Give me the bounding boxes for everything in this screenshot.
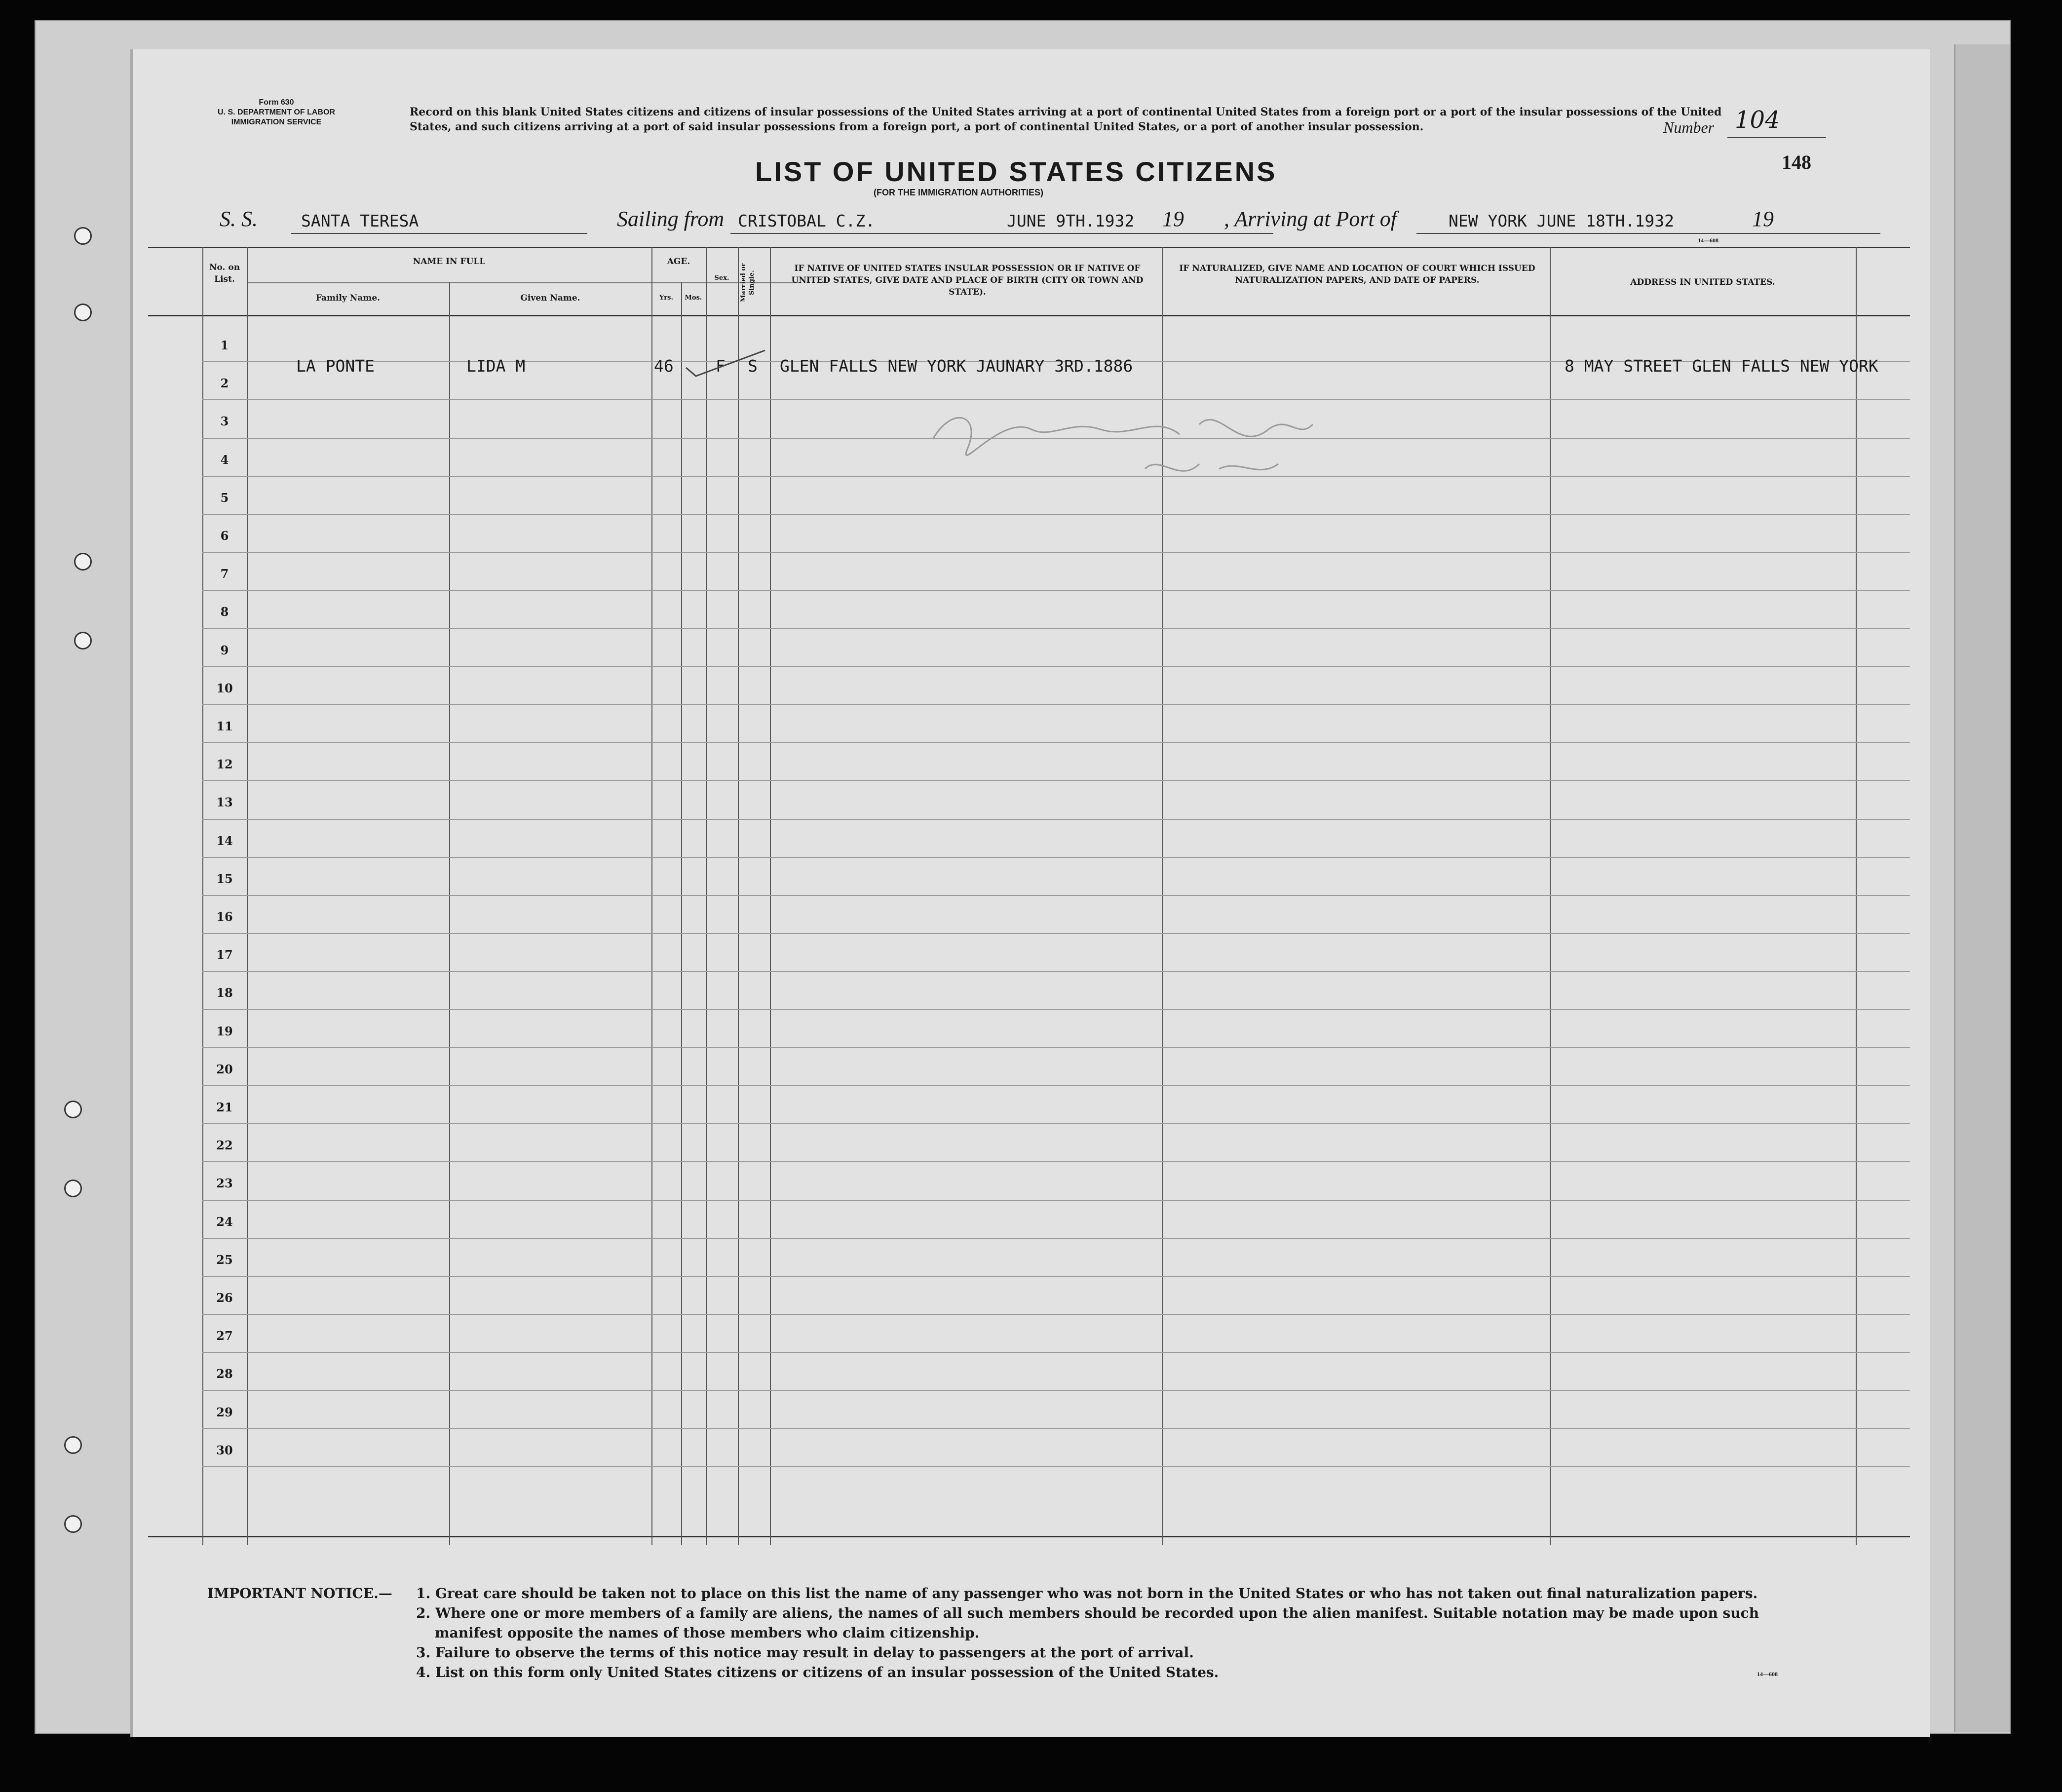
binder-hole [64,1101,82,1118]
printer-mark: 14—608 [1698,237,1718,244]
row-number: 16 [216,910,233,924]
number-underline [1727,137,1826,138]
col-header-address: ADDRESS IN UNITED STATES. [1630,277,1775,287]
col-header-given: Given Name. [520,293,580,303]
col-rule-no [202,247,203,1545]
row-rule [202,895,1910,896]
intro-text: Record on this blank United States citizens and citizens of insular possessions of the United States arriving at a port of continental United States from a foreign port or a port of the insular possessions of the United States, and such citizens arriving at a port of said insular possessions from a foreign port, a port of continental United States, or a port of another insular possession. [410,106,1722,133]
row-rule [202,857,1910,858]
binder-hole [74,632,92,649]
col-header-name-in-full: NAME IN FULL [413,257,486,267]
pencil-annotation [923,385,1416,494]
col-header-naturalized: IF NATURALIZED, GIVE NAME AND LOCATION OF COURT WHICH ISSUED NATURALIZATION PAPERS, AND DATE OF PAPERS. [1179,264,1535,285]
col-header-mos: Mos. [685,294,702,302]
row-rule [202,1428,1910,1429]
sail-date: JUNE 9TH.1932 [1007,211,1135,230]
row-number: 17 [216,948,233,962]
year-prefix-2: 19 [1752,207,1774,231]
page-title: LIST OF UNITED STATES CITIZENS [755,156,1277,187]
form-service: IMMIGRATION SERVICE [231,118,322,126]
col-header-birth: IF NATIVE OF UNITED STATES INSULAR POSSESSION OR IF NATIVE OF UNITED STATES, GIVE DATE AND PLACE OF BIRTH (CITY OR TOWN AND STATE). [791,264,1144,297]
binder-hole [64,1436,82,1454]
row-rule [202,666,1910,667]
row-number: 25 [216,1252,233,1267]
row-number: 21 [216,1100,233,1114]
row-number: 8 [220,605,229,619]
row-number: 2 [220,376,229,391]
header-bottom-border [148,315,1910,316]
arriving-label: , Arriving at Port of [1224,207,1397,231]
row-number: 10 [216,681,233,695]
row-rule [202,552,1910,553]
row-rule [202,1009,1910,1010]
row-number: 27 [216,1329,233,1343]
row-number: 29 [216,1405,233,1419]
table-bottom-border [148,1536,1910,1537]
col-rule-address [1550,247,1551,1545]
number-value: 104 [1735,106,1780,134]
page-subtitle: (FOR THE IMMIGRATION AUTHORITIES) [874,188,1043,197]
row-number: 18 [216,986,233,1000]
row-rule [202,1276,1910,1277]
entry-married-single: S [748,356,758,376]
arrival-port-date: NEW YORK JUNE 18TH.1932 [1449,211,1674,230]
row-number: 30 [216,1443,233,1457]
row-rule [202,514,1910,515]
entry-given-name: LIDA M [466,356,526,376]
col-rule-given [449,282,450,1545]
row-number: 14 [216,833,233,848]
page-number: 148 [1782,151,1811,173]
row-number: 24 [216,1214,233,1229]
binder-hole [74,227,92,245]
row-number: 26 [216,1291,233,1305]
col-header-family: Family Name. [315,293,381,303]
col-header-married: Married or Single. [740,263,756,302]
notice-item-3: 3. Failure to observe the terms of this notice may result in delay to passengers at the port of arrival. [416,1644,1194,1661]
row-number: 13 [216,795,233,810]
row-rule [202,971,1910,972]
row-rule [202,704,1910,705]
entry-age-years: 46 [654,356,674,376]
row-number: 20 [216,1062,233,1076]
row-number: 19 [216,1024,233,1038]
col-rule-family [247,247,248,1545]
notice-item-2: 2. Where one or more members of a family are aliens, the names of all such members should be recorded upon the alien manifest. Suitable notation may be made upon such [416,1605,1759,1621]
entry-birth: GLEN FALLS NEW YORK JAUNARY 3RD.1886 [780,356,1133,376]
col-header-no: No. on List. [209,263,240,284]
row-number: 15 [216,871,233,886]
col-rule-mos [681,282,682,1545]
ship-name: SANTA TERESA [301,211,419,230]
row-number: 22 [216,1138,233,1153]
col-rule-married [738,247,739,1545]
col-rule-end [1856,247,1857,1545]
sailing-underline [730,233,1273,234]
row-rule [202,933,1910,934]
row-rule [202,819,1910,820]
col-rule-age [651,247,652,1545]
notice-item-4: 4. List on this form only United States citizens or citizens of an insular possession of the United States. [416,1664,1219,1680]
check-mark-icon [676,345,775,380]
notice-item-1: 1. Great care should be taken not to place on this list the name of any passenger who was not born in the United States or who has not taken out final naturalization papers. [416,1585,1758,1601]
entry-address: 8 MAY STREET GLEN FALLS NEW YORK [1565,356,1878,376]
row-rule [202,1085,1910,1086]
row-number: 9 [220,643,229,657]
row-number: 1 [220,338,229,352]
form-department: U. S. DEPARTMENT OF LABOR [218,108,335,116]
row-rule [202,1200,1910,1201]
entry-family-name: LA PONTE [296,356,375,376]
binder-hole [74,553,92,571]
back-sheet-edge [1954,44,2010,1732]
binder-hole [74,304,92,321]
row-rule [202,1238,1910,1239]
binder-hole [64,1180,82,1197]
row-rule [202,1047,1910,1048]
row-rule [202,590,1910,591]
row-rule [202,628,1910,629]
row-rule [202,1390,1910,1391]
ship-underline [291,233,587,234]
col-header-sex: Sex. [714,274,729,282]
col-header-age: AGE. [667,257,690,267]
row-number: 3 [220,414,229,429]
binder-hole [64,1515,82,1533]
number-label: Number [1663,118,1715,136]
form-number: Form 630 [259,98,294,107]
sailing-from: CRISTOBAL C.Z. [738,211,876,230]
col-header-yrs: Yrs. [659,294,673,302]
row-number: 4 [220,452,229,467]
ss-label: S. S. [220,207,258,231]
notice-heading: IMPORTANT NOTICE.— [207,1585,392,1601]
arrival-underline [1416,233,1880,234]
row-number: 28 [216,1367,233,1381]
row-number: 5 [220,490,229,505]
notice-code: 14—608 [1757,1671,1778,1678]
row-rule [202,1466,1910,1467]
sailing-label: Sailing from [617,207,725,231]
row-rule [202,1123,1910,1124]
row-number: 11 [216,719,233,733]
row-number: 12 [216,757,233,772]
row-rule [202,780,1910,781]
row-rule [202,1352,1910,1353]
subheader-line-name-age [247,282,800,283]
row-number: 23 [216,1176,233,1191]
manifest-page [133,49,1930,1737]
col-rule-birth [770,247,771,1545]
row-number: 7 [220,567,229,581]
notice-item-2-cont: manifest opposite the names of those members who claim citizenship. [435,1625,980,1641]
table-top-border [148,247,1910,248]
year-prefix-1: 19 [1162,207,1184,231]
row-rule [202,1314,1910,1315]
row-number: 6 [220,529,229,543]
col-rule-sex [706,247,707,1545]
row-rule [202,742,1910,743]
row-rule [202,1161,1910,1162]
entry-sex: F [716,356,726,376]
